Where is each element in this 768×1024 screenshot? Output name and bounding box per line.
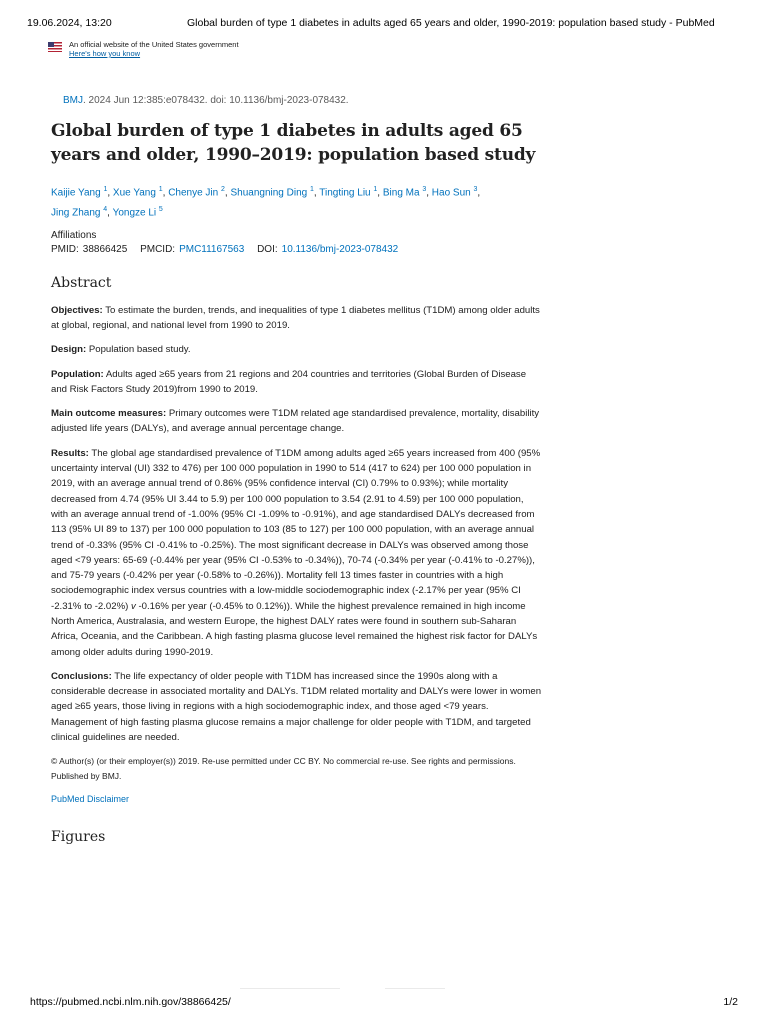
divider xyxy=(240,988,340,989)
conclusions-label: Conclusions: xyxy=(51,670,112,682)
abstract-design xyxy=(51,342,543,357)
objectives-label: Objectives: xyxy=(51,304,103,316)
copyright-notice: © Author(s) (or their employer(s)) 2019. Re-use permitted under CC BY. No commercial re-use. See rights and permissions. Published by BMJ. xyxy=(51,756,516,782)
author-link[interactable]: Tingting Liu xyxy=(319,187,371,199)
population-label: Population: xyxy=(51,368,104,380)
article-content xyxy=(51,95,543,845)
author-link[interactable]: Kaijie Yang xyxy=(51,187,101,199)
gov-banner-link[interactable]: Here's how you know xyxy=(69,49,141,58)
print-url: https://pubmed.ncbi.nlm.nih.gov/38866425/ xyxy=(30,996,231,1008)
affiliations-toggle[interactable]: Affiliations xyxy=(51,229,97,241)
results-v: v xyxy=(131,600,136,612)
measures-text: Primary outcomes were T1DM related age standardised prevalence, mortality, disability adjusted life years (DALYs), and average annual percentage change. xyxy=(51,408,540,435)
abstract-heading: Abstract xyxy=(51,274,112,291)
abstract-population xyxy=(51,367,543,398)
results-text: The global age standardised prevalence of T1DM among adults aged ≥65 years increased from 400 (95% uncertainty interval (UI) 332 to 476) per 100 000 population in 1990 to 514 (417 to 624) per 100 000 population in 2019, with an average annual trend of 0.86% (95% confidence interval (CI) 0.79% to 0.93%); while mortality decreased from 4.74 (95% UI 3.44 to 5.9) per 100 000 population to 3.54 (2.91 to 4.59) per 100 000 population, with an average annual trend of -1.00% (95% CI -1.09% to -0.91%), and age standardised DALYs decreased from 113 (95% UI 89 to 137) per 100 000 population to 103 (85 to 127) per 100 000 population, with an average annual trend of -0.33% (95% CI -0.41% to -0.25%). The most significant decrease in DALYs was observed among those aged <79 years: 65-69 (-0.44% per year (95% CI -0.53% to -0.34%)), 70-74 (-0.34% per year (-0.41% to -0.27%)), and 75-79 years (-0.42% per year (-0.58% to -0.26%)). Mortality fell 13 times faster in countries with a high sociodemographic index versus countries with a low-middle sociodemographic index (-2.17% per year (95% CI -2.31% to -2.02%) xyxy=(51,447,541,612)
results-label: Results: xyxy=(51,447,89,459)
abstract-measures xyxy=(51,406,543,437)
author-link[interactable]: Shuangning Ding xyxy=(230,187,308,199)
author-affiliation-ref[interactable]: 1 xyxy=(158,186,163,193)
title-line-2: years and older, 1990–2019: population based study xyxy=(51,145,536,165)
doi-link[interactable]: 10.1136/bmj-2023-078432 xyxy=(281,243,399,255)
author-affiliation-ref[interactable]: 1 xyxy=(309,186,314,193)
article-identifiers xyxy=(51,244,543,255)
author-affiliation-ref[interactable]: 3 xyxy=(422,186,427,193)
title-line-1: Global burden of type 1 diabetes in adults aged 65 xyxy=(51,121,523,141)
pubmed-disclaimer-link[interactable]: PubMed Disclaimer xyxy=(51,794,130,805)
author-affiliation-ref[interactable]: 1 xyxy=(373,186,378,193)
author-affiliation-ref[interactable]: 4 xyxy=(103,206,108,214)
author-affiliation-ref[interactable]: 3 xyxy=(473,186,478,193)
print-datetime: 19.06.2024, 13:20 xyxy=(27,17,112,29)
doi-label: DOI: xyxy=(257,243,278,255)
author-link[interactable]: Chenye Jin xyxy=(168,187,219,199)
abstract-body xyxy=(51,303,543,785)
journal-link[interactable]: BMJ xyxy=(63,95,83,106)
objectives-text: To estimate the burden, trends, and inequalities of type 1 diabetes mellitus (T1DM) among older adults at global, regional, and national level from 1990 to 2019. xyxy=(51,304,540,331)
population-text: Adults aged ≥65 years from 21 regions and 204 countries and territories (Global Burden of Disease and Risk Factors Study 2019)from 1990 to 2019. xyxy=(51,368,527,395)
author-affiliation-ref[interactable]: 5 xyxy=(158,206,163,214)
citation-details: . 2024 Jun 12:385:e078432. doi: 10.1136/bmj-2023-078432. xyxy=(83,95,349,106)
author-list: Kaijie Yang $^1$, Xue Yang $^1$, Chenye Jin $^2$, Shuangning Ding $^1$, Tingting Liu $^1$, Bing Ma $^3$, Hao Sun $^3$, Jing Zhang $^4$, Yongze Li $^5$ xyxy=(51,186,481,219)
us-flag-icon xyxy=(48,42,62,52)
author-link[interactable]: Jing Zhang xyxy=(51,207,101,219)
pmcid-label: PMCID: xyxy=(140,243,176,255)
gov-banner-text: An official website of the United States government xyxy=(69,40,239,49)
print-page-number: 1/2 xyxy=(723,996,738,1008)
pmid-value: 38866425 xyxy=(82,243,128,255)
citation xyxy=(63,95,543,106)
design-text: Population based study. xyxy=(86,344,191,356)
article-title xyxy=(51,119,543,167)
abstract-results xyxy=(51,446,543,660)
divider xyxy=(385,988,445,989)
author-link[interactable]: Xue Yang xyxy=(112,187,156,199)
author-affiliation-ref[interactable]: 1 xyxy=(103,186,108,193)
design-label: Design: xyxy=(51,344,87,356)
author-link[interactable]: Bing Ma xyxy=(382,187,420,199)
print-page-title: Global burden of type 1 diabetes in adults aged 65 years and older, 1990-2019: population based study - PubMed xyxy=(187,17,715,29)
author-affiliation-ref[interactable]: 2 xyxy=(221,186,225,193)
measures-label: Main outcome measures: xyxy=(51,408,167,420)
conclusions-text: The life expectancy of older people with T1DM has increased since the 1990s along with a considerable decrease in associated mortality and DALYs. T1DM related mortality and DALYs were lower in women aged ≥65 years, those living in regions with a high sociodemographic index, and those aged <79 years. Management of high fasting plasma glucose remains a major challenge for older people with T1DM, and targeted clinical guidelines are needed. xyxy=(51,670,542,744)
author-link[interactable]: Yongze Li xyxy=(112,207,157,219)
results-text-end: -0.16% per year (-0.45% to 0.12%)). While the highest prevalence remained in high income North America, Australasia, and western Europe, the highest DALY rates were found in southern sub-Saharan Africa, Oceania, and the Caribbean. A high fasting plasma glucose level remained the highest risk factor for DALYs among older adults during 1990-2019. xyxy=(51,600,538,658)
abstract-conclusions xyxy=(51,669,543,745)
figures-heading: Figures xyxy=(51,829,106,846)
gov-banner xyxy=(48,40,239,58)
pmid-label: PMID: xyxy=(51,243,79,255)
author-link[interactable]: Hao Sun xyxy=(431,187,471,199)
abstract-objectives xyxy=(51,303,543,334)
pmcid-link[interactable]: PMC11167563 xyxy=(179,243,245,255)
